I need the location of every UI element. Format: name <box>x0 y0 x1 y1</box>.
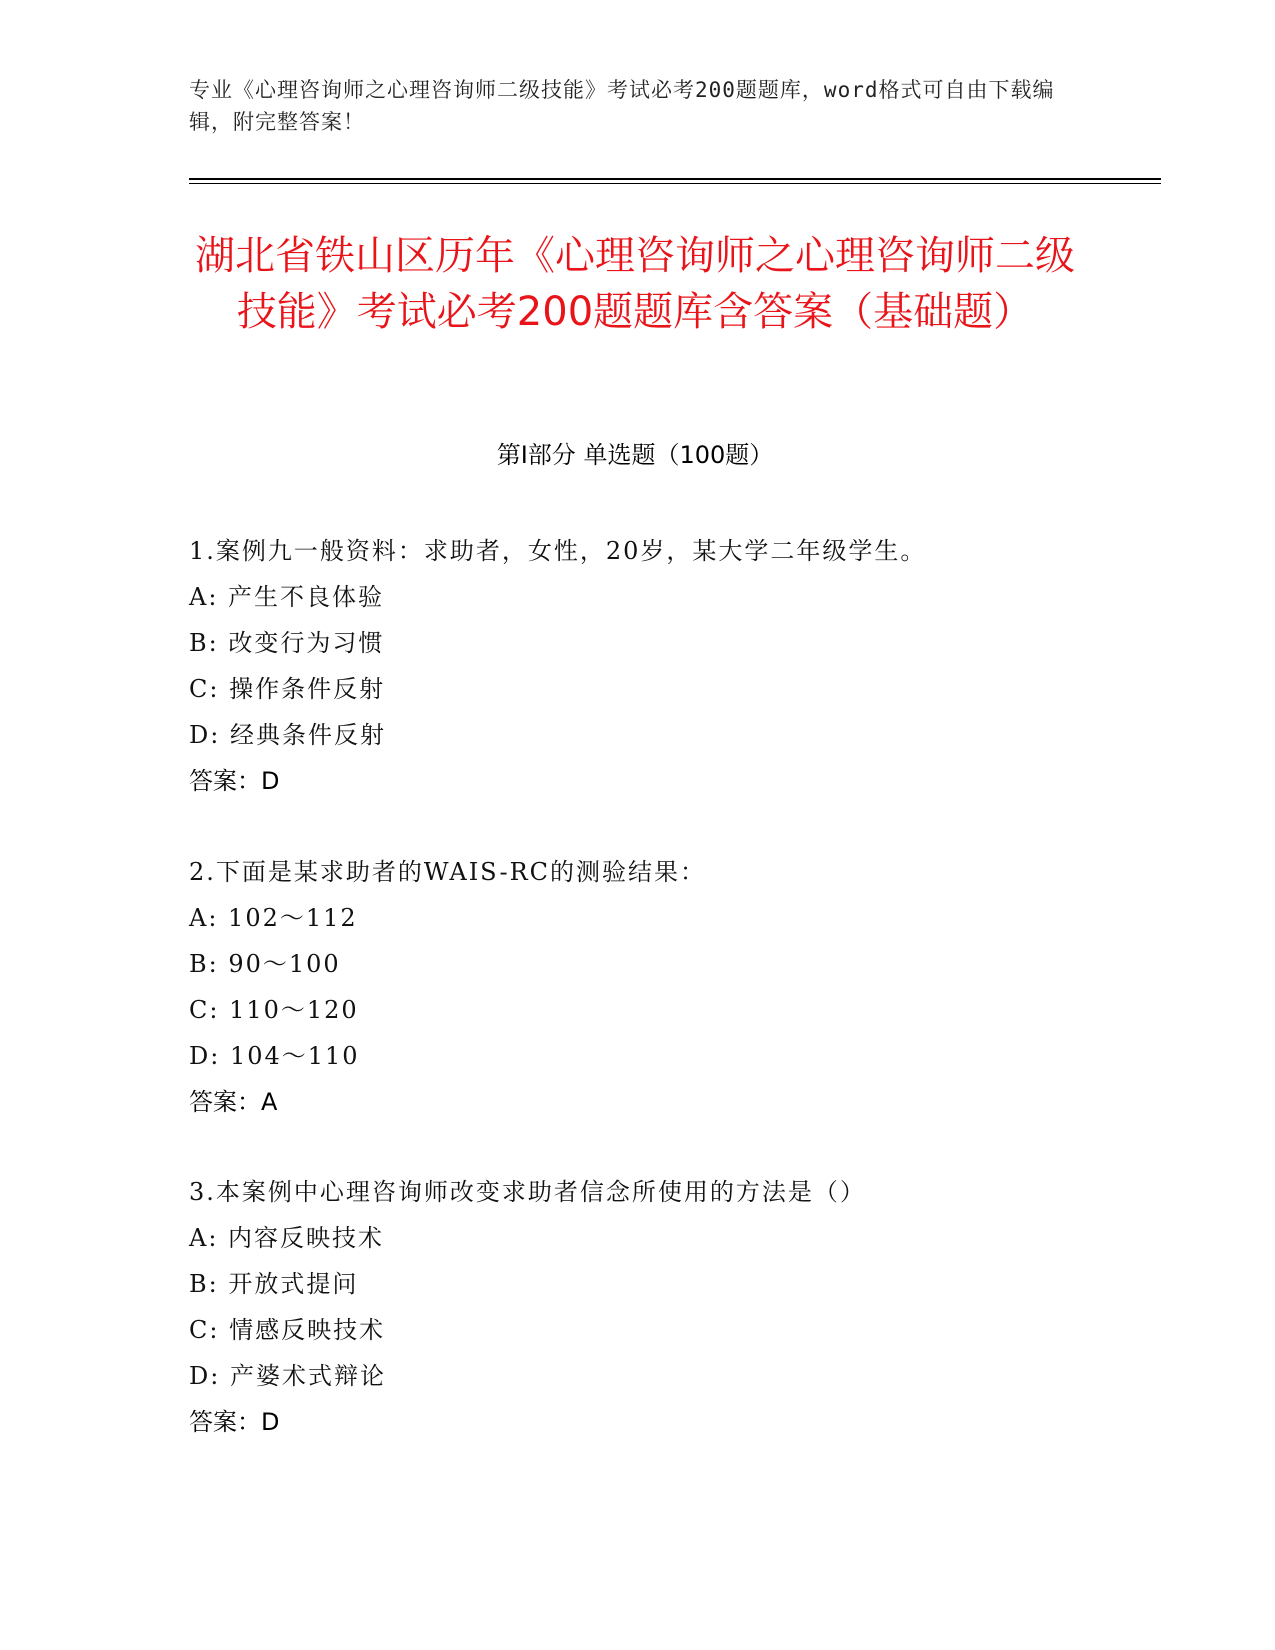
option-a: A: 102～112 <box>189 904 358 932</box>
option-a: A: 产生不良体验 <box>189 583 385 611</box>
option-c: C: 情感反映技术 <box>189 1316 386 1344</box>
option-d: D: 经典条件反射 <box>189 721 386 749</box>
answer-line: 答案：D <box>189 767 280 795</box>
header-divider-thin <box>189 183 1161 184</box>
question-1 <box>189 534 1169 810</box>
section-heading: 第I部分 单选题（100题） <box>496 441 774 469</box>
option-b: B: 90～100 <box>189 950 341 978</box>
option-d: D: 104～110 <box>189 1042 360 1070</box>
option-c: C: 操作条件反射 <box>189 675 386 703</box>
answer-line: 答案：D <box>189 1408 280 1436</box>
option-b: B: 改变行为习惯 <box>189 629 385 657</box>
header-divider-thick <box>189 178 1161 180</box>
document-title: 湖北省铁山区历年《心理咨询师之心理咨询师二级技能》考试必考200题题库含答案（基础题） <box>195 233 1075 335</box>
question-stem: 3.本案例中心理咨询师改变求助者信念所使用的方法是（） <box>189 1178 866 1206</box>
option-c: C: 110～120 <box>189 996 359 1024</box>
question-2 <box>189 855 1169 1131</box>
option-a: A: 内容反映技术 <box>189 1224 385 1252</box>
option-b: B: 开放式提问 <box>189 1270 359 1298</box>
option-d: D: 产婆术式辩论 <box>189 1362 386 1390</box>
header-note: 专业《心理咨询师之心理咨询师二级技能》考试必考200题题库，word格式可自由下载编辑，附完整答案！ <box>189 78 1055 134</box>
question-stem: 1.案例九一般资料：求助者，女性，20岁，某大学二年级学生。 <box>189 537 927 565</box>
question-3 <box>189 1175 1169 1451</box>
answer-line: 答案：A <box>189 1088 278 1116</box>
question-stem: 2.下面是某求助者的WAIS-RC的测验结果： <box>189 858 707 886</box>
